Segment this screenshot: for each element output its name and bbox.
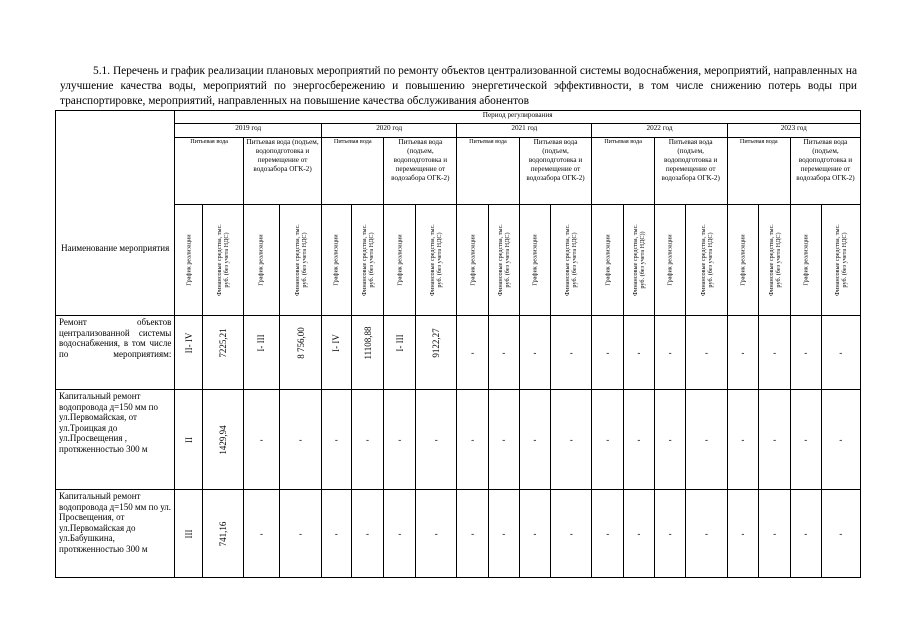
finance-column-header bbox=[488, 205, 519, 316]
column-header-text: Финансовые средства, тыс. руб. (без учета НДС) bbox=[767, 224, 782, 296]
cell-value: - bbox=[398, 528, 402, 538]
schedule-cell bbox=[322, 316, 352, 390]
year-header: 2020 год bbox=[322, 124, 457, 138]
finance-cell bbox=[279, 316, 321, 390]
finance-cell bbox=[759, 390, 791, 490]
schedule-column-header bbox=[322, 205, 352, 316]
plan-table bbox=[55, 110, 861, 578]
finance-cell bbox=[416, 390, 457, 490]
finance-cell bbox=[624, 390, 655, 490]
cell-value: - bbox=[334, 434, 338, 444]
water-technical-header: Питьевая вода (подъем, водоподготовка и перемещение от водозабора ОГК-2) bbox=[654, 138, 727, 205]
column-header-text: График реализации bbox=[604, 234, 612, 286]
column-header-text: Финансовые средства, тыс. руб. (без учета НДС) bbox=[496, 224, 511, 296]
finance-column-header bbox=[351, 205, 384, 316]
finance-cell bbox=[759, 316, 791, 390]
cell-value: - bbox=[668, 528, 672, 538]
cell-value: - bbox=[773, 347, 777, 357]
finance-column-header bbox=[821, 205, 860, 316]
cell-value: - bbox=[741, 347, 745, 357]
schedule-cell bbox=[519, 316, 551, 390]
document-heading: 5.1. Перечень и график реализации плановых мероприятий по ремонту объектов централизованной системы водоснабжения, мероприятий, направленных на улучшение качества воды, мероприятий по энергосбережению и повышению энергетической эффективности, в том числе снижению потерь воды при транспортировке, мероприятий, направленных на повышение качества обслуживания абонентов bbox=[60, 65, 857, 107]
schedule-cell bbox=[384, 390, 416, 490]
finance-cell bbox=[821, 390, 860, 490]
column-header-text: Финансовые средства, тыс. руб. (без учета НДС) bbox=[699, 224, 714, 296]
column-header-text: График реализации bbox=[531, 234, 539, 286]
cell-value: - bbox=[668, 347, 672, 357]
schedule-column-header bbox=[243, 205, 279, 316]
cell-value: 741,16 bbox=[217, 521, 228, 546]
finance-column-header bbox=[279, 205, 321, 316]
cell-value: - bbox=[502, 434, 506, 444]
column-header-text: График реализации bbox=[185, 234, 193, 286]
finance-cell bbox=[686, 390, 727, 490]
column-header-text: График реализации bbox=[396, 234, 404, 286]
finance-cell bbox=[416, 490, 457, 578]
cell-value: - bbox=[533, 434, 537, 444]
table-row bbox=[56, 390, 861, 490]
column-header-text: График реализации bbox=[802, 234, 810, 286]
finance-column-header bbox=[202, 205, 243, 316]
cell-value: - bbox=[569, 434, 573, 444]
cell-value: - bbox=[366, 528, 370, 538]
column-header-text: График реализации bbox=[332, 234, 340, 286]
table-row bbox=[56, 316, 861, 390]
year-header: 2019 год bbox=[175, 124, 322, 138]
water-technical-header: Питьевая вода (подъем, водоподготовка и перемещение от водозабора ОГК-2) bbox=[790, 138, 860, 205]
column-header-text: Финансовые средства, тыс. руб. (без учета НДС) bbox=[293, 224, 308, 296]
header-row-columns bbox=[56, 205, 861, 316]
schedule-cell bbox=[654, 490, 686, 578]
schedule-cell bbox=[592, 390, 624, 490]
cell-value: - bbox=[773, 434, 777, 444]
cell-value: - bbox=[533, 347, 537, 357]
header-row-period bbox=[56, 111, 861, 124]
cell-value: - bbox=[398, 434, 402, 444]
cell-value: I- III bbox=[256, 334, 267, 352]
cell-value: 9122,27 bbox=[431, 328, 442, 358]
schedule-cell bbox=[790, 490, 821, 578]
cell-value: - bbox=[839, 347, 843, 357]
finance-cell bbox=[821, 316, 860, 390]
schedule-column-header bbox=[727, 205, 759, 316]
cell-value: - bbox=[705, 347, 708, 357]
finance-column-header bbox=[624, 205, 655, 316]
finance-cell bbox=[551, 490, 592, 578]
column-header-text: График реализации bbox=[257, 234, 265, 286]
cell-value: - bbox=[839, 528, 843, 538]
water-drinking-header: Питьевая вода bbox=[175, 138, 244, 205]
cell-value: - bbox=[741, 434, 745, 444]
schedule-cell bbox=[654, 390, 686, 490]
cell-value: 7225,21 bbox=[217, 328, 228, 358]
cell-value: - bbox=[705, 528, 708, 538]
cell-value: - bbox=[804, 434, 808, 444]
schedule-cell bbox=[175, 390, 202, 490]
schedule-cell bbox=[727, 390, 759, 490]
finance-cell bbox=[279, 390, 321, 490]
schedule-cell bbox=[175, 490, 202, 578]
cell-value: - bbox=[804, 528, 808, 538]
water-drinking-header: Питьевая вода bbox=[592, 138, 654, 205]
cell-value: - bbox=[569, 528, 573, 538]
cell-value: - bbox=[637, 434, 641, 444]
finance-cell bbox=[351, 390, 384, 490]
finance-cell bbox=[416, 316, 457, 390]
column-header-text: Финансовые средства, тыс. руб. (без учета НДС) bbox=[564, 224, 579, 296]
finance-column-header bbox=[416, 205, 457, 316]
header-row-water-types bbox=[56, 138, 861, 205]
cell-value: - bbox=[471, 434, 475, 444]
schedule-column-header bbox=[519, 205, 551, 316]
year-header: 2023 год bbox=[727, 124, 860, 138]
finance-cell bbox=[551, 316, 592, 390]
cell-value: - bbox=[259, 528, 263, 538]
cell-value: - bbox=[637, 528, 641, 538]
cell-value: - bbox=[434, 434, 438, 444]
cell-value: III bbox=[183, 529, 194, 538]
column-header-text: Финансовые средства, тыс. руб. (без учета НДС)) bbox=[631, 224, 646, 296]
cell-value: - bbox=[839, 434, 843, 444]
year-header: 2022 год bbox=[592, 124, 727, 138]
schedule-column-header bbox=[457, 205, 489, 316]
cell-value: - bbox=[606, 347, 610, 357]
schedule-cell bbox=[457, 390, 489, 490]
schedule-cell bbox=[322, 390, 352, 490]
cell-value: - bbox=[569, 347, 573, 357]
finance-cell bbox=[351, 316, 384, 390]
cell-value: - bbox=[502, 347, 506, 357]
finance-cell bbox=[759, 490, 791, 578]
finance-cell bbox=[686, 316, 727, 390]
schedule-column-header bbox=[790, 205, 821, 316]
schedule-cell bbox=[519, 490, 551, 578]
finance-cell bbox=[488, 316, 519, 390]
cell-value: - bbox=[773, 528, 777, 538]
finance-cell bbox=[686, 490, 727, 578]
finance-cell bbox=[202, 390, 243, 490]
cell-value: 8 756,00 bbox=[295, 327, 306, 359]
finance-cell bbox=[551, 390, 592, 490]
cell-value: I- IV bbox=[331, 334, 342, 352]
period-header: Период регулирования bbox=[175, 111, 861, 124]
finance-cell bbox=[488, 490, 519, 578]
column-header-text: Финансовые средства, тыс. руб. (без учета НДС) bbox=[429, 224, 444, 296]
schedule-column-header bbox=[592, 205, 624, 316]
cell-value: - bbox=[471, 347, 475, 357]
water-technical-header: Питьевая вода (подъем, водоподготовка и перемещение от водозабора ОГК-2) bbox=[519, 138, 592, 205]
cell-value: - bbox=[299, 528, 302, 538]
column-header-text: График реализации bbox=[739, 234, 747, 286]
cell-value: - bbox=[606, 528, 610, 538]
finance-cell bbox=[202, 490, 243, 578]
cell-value: - bbox=[299, 434, 302, 444]
schedule-cell bbox=[243, 490, 279, 578]
column-header-text: Финансовые средства, тыс. руб. (без учета НДС) bbox=[360, 224, 375, 296]
finance-cell bbox=[821, 490, 860, 578]
schedule-cell bbox=[790, 390, 821, 490]
water-drinking-header: Питьевая вода bbox=[727, 138, 790, 205]
finance-cell bbox=[624, 316, 655, 390]
water-technical-header: Питьевая вода (подъем, водоподготовка и перемещение от водозабора ОГК-2) bbox=[243, 138, 321, 205]
cell-value: - bbox=[804, 347, 808, 357]
cell-value: 1429,94 bbox=[217, 424, 228, 455]
schedule-cell bbox=[790, 316, 821, 390]
measure-name: Капитальный ремонт водопровода д=150 мм по ул. Просвещения, от ул.Первомайская до ул.Бабушкина, протяженностью 300 м bbox=[56, 490, 175, 578]
finance-cell bbox=[624, 490, 655, 578]
finance-column-header bbox=[759, 205, 791, 316]
column-header-text: График реализации bbox=[469, 234, 477, 286]
cell-value: - bbox=[471, 528, 475, 538]
cell-value: - bbox=[741, 528, 745, 538]
schedule-cell bbox=[519, 390, 551, 490]
cell-value: 11108,88 bbox=[362, 326, 373, 360]
schedule-cell bbox=[592, 490, 624, 578]
table-row bbox=[56, 490, 861, 578]
finance-cell bbox=[488, 390, 519, 490]
column-header-text: Финансовые средства, тыс. руб. (без учета НДС) bbox=[833, 224, 848, 296]
cell-value: II- IV bbox=[183, 332, 194, 354]
schedule-cell bbox=[384, 316, 416, 390]
finance-cell bbox=[351, 490, 384, 578]
water-technical-header: Питьевая вода (подъем, водоподготовка и перемещение от водозабора ОГК-2) bbox=[384, 138, 457, 205]
cell-value: II bbox=[183, 436, 194, 443]
name-header-cell bbox=[56, 111, 175, 316]
measure-name: Ремонт объектов централизованной системы водоснабжения, в том числе по мероприятиям: bbox=[56, 316, 175, 390]
schedule-cell bbox=[592, 316, 624, 390]
finance-column-header bbox=[551, 205, 592, 316]
water-drinking-header: Питьевая вода bbox=[322, 138, 384, 205]
schedule-cell bbox=[322, 490, 352, 578]
water-drinking-header: Питьевая вода bbox=[457, 138, 519, 205]
finance-column-header bbox=[686, 205, 727, 316]
cell-value: - bbox=[502, 528, 506, 538]
cell-value: - bbox=[668, 434, 672, 444]
year-header: 2021 год bbox=[457, 124, 592, 138]
header-row-years bbox=[56, 124, 861, 138]
cell-value: - bbox=[606, 434, 610, 444]
cell-value: - bbox=[533, 528, 537, 538]
cell-value: - bbox=[259, 434, 263, 444]
schedule-cell bbox=[457, 490, 489, 578]
cell-value: - bbox=[705, 434, 708, 444]
measure-name: Капитальный ремонт водопровода д=150 мм по ул.Первомайская, от ул.Троицкая до ул.Просвещения , протяженностью 300 м bbox=[56, 390, 175, 490]
finance-cell bbox=[202, 316, 243, 390]
cell-value: - bbox=[637, 347, 641, 357]
schedule-cell bbox=[175, 316, 202, 390]
schedule-column-header bbox=[175, 205, 202, 316]
schedule-cell bbox=[727, 316, 759, 390]
schedule-column-header bbox=[654, 205, 686, 316]
schedule-cell bbox=[727, 490, 759, 578]
name-header: Наименование мероприятия bbox=[61, 243, 170, 253]
schedule-cell bbox=[243, 390, 279, 490]
cell-value: - bbox=[366, 434, 370, 444]
finance-cell bbox=[279, 490, 321, 578]
cell-value: - bbox=[434, 528, 438, 538]
schedule-cell bbox=[654, 316, 686, 390]
column-header-text: Финансовые средства, тыс. руб. (без учета НДС) bbox=[215, 224, 230, 296]
cell-value: I- III bbox=[394, 334, 405, 352]
schedule-cell bbox=[457, 316, 489, 390]
column-header-text: График реализации bbox=[666, 234, 674, 286]
cell-value: - bbox=[334, 528, 338, 538]
schedule-cell bbox=[384, 490, 416, 578]
schedule-cell bbox=[243, 316, 279, 390]
schedule-column-header bbox=[384, 205, 416, 316]
